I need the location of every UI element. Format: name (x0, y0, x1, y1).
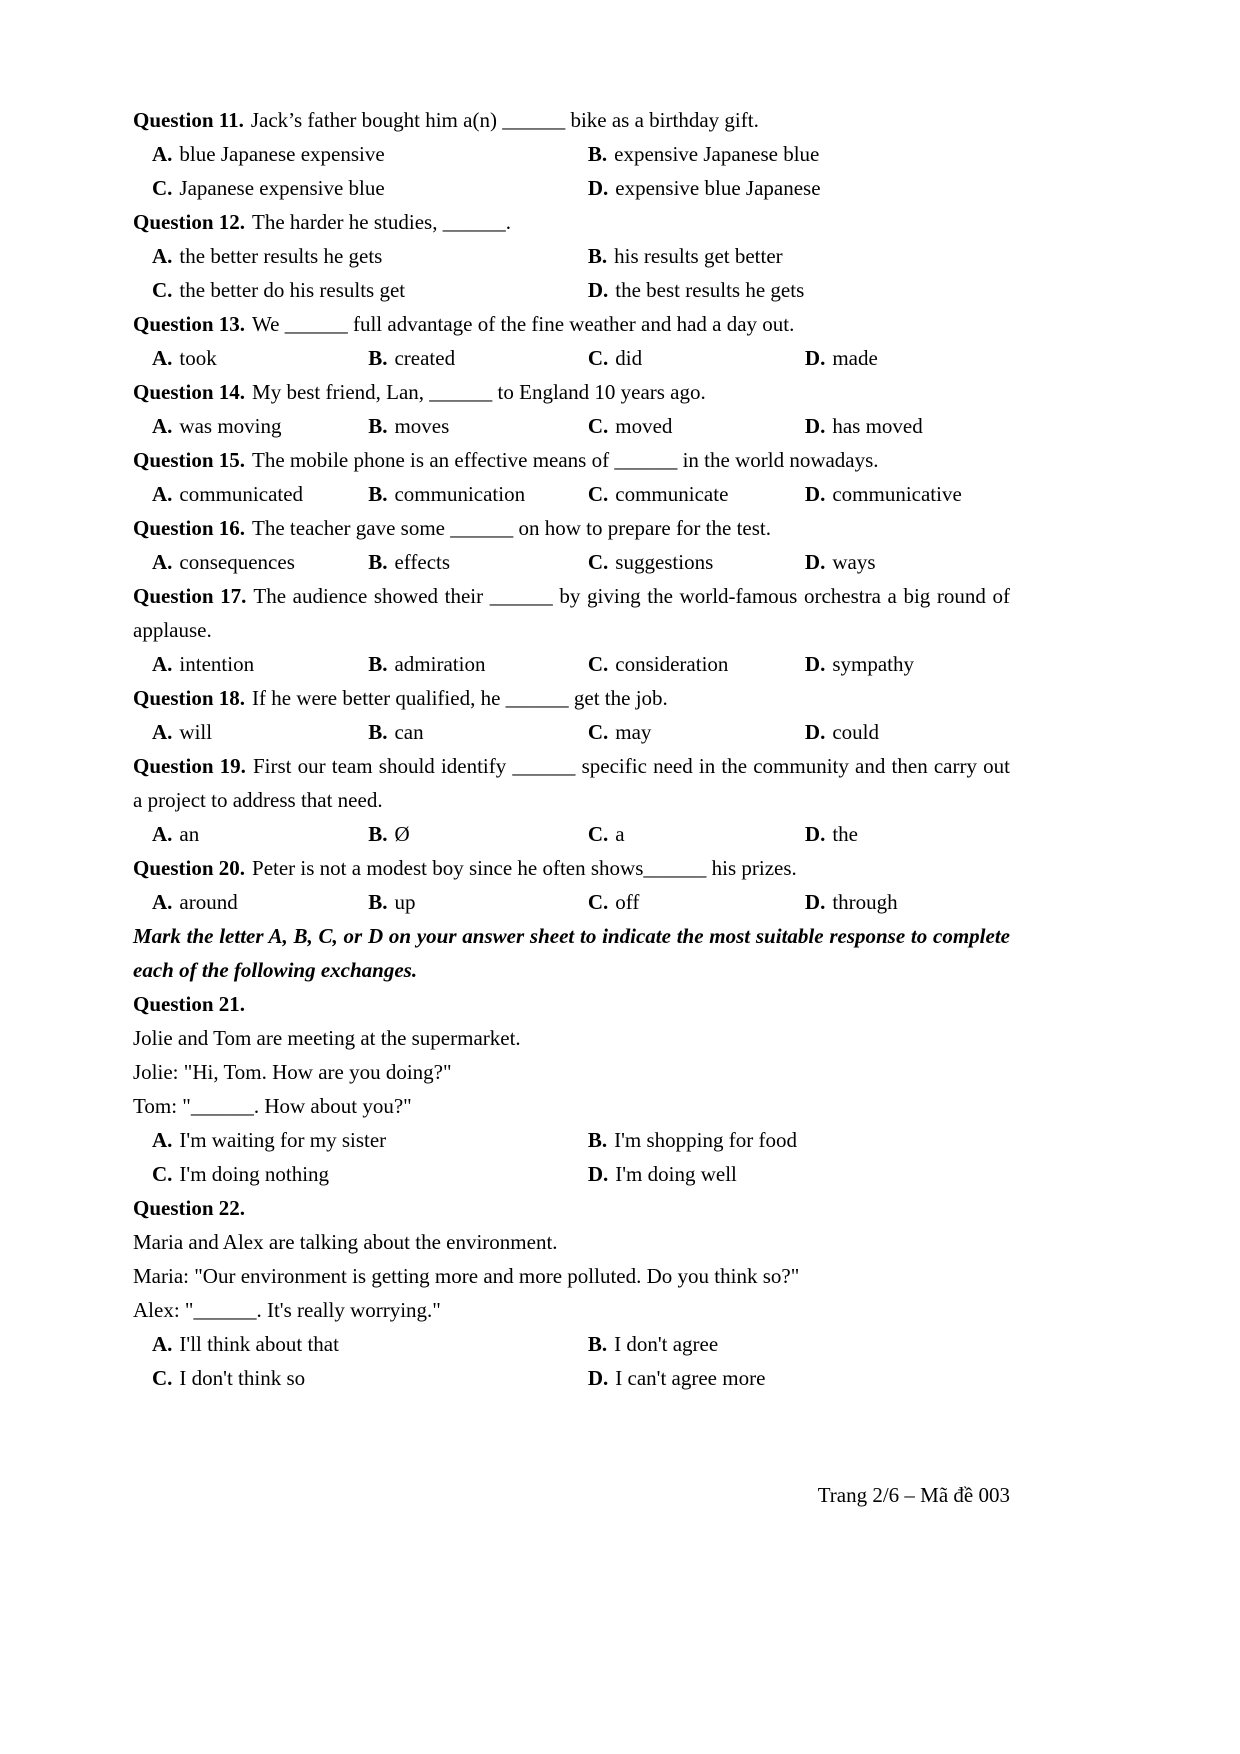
option-letter: B. (587, 1332, 608, 1356)
question-12-label: Question 12. (133, 210, 246, 234)
question-16-option-d (805, 545, 1010, 579)
option-text: I'm doing nothing (179, 1162, 330, 1186)
question-16-text: The teacher gave some ______ on how to prepare for the test. (252, 516, 771, 540)
option-letter: B. (368, 414, 388, 438)
option-letter: D. (587, 176, 609, 200)
question-12-options (133, 239, 1010, 307)
option-letter: B. (368, 890, 388, 914)
question-15-option-b (368, 477, 588, 511)
option-text: the (832, 822, 858, 846)
option-letter: C. (587, 550, 609, 574)
question-17-option-b (368, 647, 588, 681)
question-15-option-c (588, 477, 805, 511)
option-letter: B. (368, 652, 388, 676)
question-18-option-d (805, 715, 1010, 749)
question-11-options (133, 137, 1010, 205)
option-text: I'm waiting for my sister (179, 1128, 387, 1152)
question-21-option-c (152, 1157, 588, 1191)
option-letter: C. (587, 822, 609, 846)
question-22-option-a (152, 1327, 588, 1361)
question-13-option-b (368, 341, 588, 375)
option-letter: C. (587, 414, 609, 438)
question-16 (133, 511, 1010, 579)
option-text: off (615, 890, 640, 914)
option-letter: A. (152, 346, 173, 370)
question-15-options (133, 477, 1010, 511)
question-20-option-a (152, 885, 368, 919)
option-text: I don't agree (614, 1332, 719, 1356)
question-13-stem (133, 307, 1010, 341)
question-22-context-line-1: Maria and Alex are talking about the environment. (133, 1230, 558, 1254)
question-16-stem (133, 511, 1010, 545)
question-17-text: The audience showed their ______ by giving the world-famous orchestra a big round of applause. (133, 584, 1011, 642)
option-text: suggestions (615, 550, 714, 574)
question-13-label: Question 13. (133, 312, 246, 336)
option-text: his results get better (614, 244, 783, 268)
question-11 (133, 103, 1010, 205)
option-letter: C. (587, 720, 609, 744)
option-letter: D. (804, 414, 826, 438)
question-11-stem (133, 103, 1010, 137)
question-20-text: Peter is not a modest boy since he often shows______ his prizes. (252, 856, 797, 880)
page-footer: Trang 2/6 – Mã đề 003 (817, 1483, 1010, 1507)
question-14-options (133, 409, 1010, 443)
question-22-heading (133, 1191, 1010, 1225)
option-letter: B. (368, 822, 388, 846)
question-21-label: Question 21. (133, 992, 246, 1016)
question-15-label: Question 15. (133, 448, 246, 472)
option-text: the better do his results get (179, 278, 406, 302)
question-13-option-c (588, 341, 805, 375)
question-11-option-c (152, 171, 588, 205)
option-text: was moving (179, 414, 282, 438)
option-letter: C. (587, 482, 609, 506)
question-16-option-a (152, 545, 368, 579)
question-14-option-a (152, 409, 368, 443)
option-letter: D. (804, 482, 826, 506)
question-19-option-d (805, 817, 1010, 851)
question-20-stem (133, 851, 1010, 885)
question-13-option-a (152, 341, 368, 375)
option-text: Ø (394, 822, 410, 846)
question-13-options (133, 341, 1010, 375)
question-17-label: Question 17. (133, 584, 247, 608)
question-22-label: Question 22. (133, 1196, 246, 1220)
question-21-heading (133, 987, 1010, 1021)
option-text: consequences (179, 550, 295, 574)
question-22-context-line-2: Maria: "Our environment is getting more and more polluted. Do you think so?" (133, 1264, 800, 1288)
question-19-text: First our team should identify ______ specific need in the community and then carry out a project to address that need. (133, 754, 1010, 812)
question-22 (133, 1191, 1010, 1395)
option-letter: A. (152, 414, 173, 438)
question-17-option-c (588, 647, 805, 681)
question-14-stem (133, 375, 1010, 409)
option-letter: D. (804, 720, 826, 744)
question-15-option-d (805, 477, 1010, 511)
option-letter: B. (368, 346, 388, 370)
question-12-option-b (588, 239, 1010, 273)
question-14-label: Question 14. (133, 380, 246, 404)
question-21-options (133, 1123, 1010, 1191)
question-11-option-d (588, 171, 1010, 205)
option-text: admiration (394, 652, 486, 676)
option-text: moves (394, 414, 450, 438)
option-letter: A. (152, 482, 173, 506)
question-14 (133, 375, 1010, 443)
question-19-stem (133, 749, 1010, 817)
question-14-text: My best friend, Lan, ______ to England 10 years ago. (252, 380, 706, 404)
question-17-stem (133, 579, 1010, 647)
option-letter: C. (587, 652, 609, 676)
option-text: can (394, 720, 424, 744)
option-text: I don't think so (179, 1366, 306, 1390)
question-18-stem (133, 681, 1010, 715)
option-letter: D. (804, 890, 826, 914)
question-12 (133, 205, 1010, 307)
option-text: may (615, 720, 652, 744)
option-text: took (179, 346, 217, 370)
option-text: communication (394, 482, 526, 506)
option-letter: D. (804, 346, 826, 370)
question-13 (133, 307, 1010, 375)
option-letter: A. (152, 142, 173, 166)
option-letter: D. (587, 278, 609, 302)
option-letter: A. (152, 890, 173, 914)
question-12-option-c (152, 273, 588, 307)
question-20-label: Question 20. (133, 856, 246, 880)
question-11-option-b (588, 137, 1010, 171)
option-letter: B. (587, 1128, 608, 1152)
option-letter: C. (152, 1162, 173, 1186)
option-text: intention (179, 652, 255, 676)
question-18 (133, 681, 1010, 749)
question-11-label: Question 11. (133, 108, 244, 132)
question-14-option-b (368, 409, 588, 443)
question-20-options (133, 885, 1010, 919)
section-instruction: Mark the letter A, B, C, or D on your answer sheet to indicate the most suitable response to complete each of the following exchanges. (133, 924, 1010, 982)
option-text: could (832, 720, 879, 744)
option-text: blue Japanese expensive (179, 142, 385, 166)
question-22-option-c (152, 1361, 588, 1395)
question-20-option-d (805, 885, 1010, 919)
option-text: ways (832, 550, 876, 574)
option-text: has moved (832, 414, 923, 438)
question-19-option-c (588, 817, 805, 851)
option-text: I'm doing well (615, 1162, 737, 1186)
option-letter: C. (587, 890, 609, 914)
option-text: will (179, 720, 213, 744)
question-14-option-c (588, 409, 805, 443)
option-text: expensive Japanese blue (614, 142, 820, 166)
option-text: I can't agree more (615, 1366, 766, 1390)
question-21 (133, 987, 1010, 1191)
question-19-option-b (368, 817, 588, 851)
question-18-option-a (152, 715, 368, 749)
option-text: moved (615, 414, 673, 438)
question-21-context-line-3: Tom: "______. How about you?" (133, 1094, 412, 1118)
question-16-option-c (588, 545, 805, 579)
question-14-option-d (805, 409, 1010, 443)
question-18-label: Question 18. (133, 686, 246, 710)
question-15-option-a (152, 477, 368, 511)
option-letter: A. (152, 244, 173, 268)
question-11-text: Jack’s father bought him a(n) ______ bike as a birthday gift. (250, 108, 759, 132)
option-text: sympathy (832, 652, 914, 676)
question-17-options (133, 647, 1010, 681)
option-letter: D. (587, 1366, 609, 1390)
question-21-context-line-2: Jolie: "Hi, Tom. How are you doing?" (133, 1060, 452, 1084)
question-19-label: Question 19. (133, 754, 246, 778)
question-17 (133, 579, 1010, 681)
question-15 (133, 443, 1010, 511)
option-text: I'm shopping for food (614, 1128, 797, 1152)
option-letter: A. (152, 720, 173, 744)
question-18-option-b (368, 715, 588, 749)
option-text: effects (394, 550, 451, 574)
question-13-text: We ______ full advantage of the fine weather and had a day out. (252, 312, 795, 336)
question-17-option-d (805, 647, 1010, 681)
option-text: did (615, 346, 643, 370)
option-letter: A. (152, 1128, 173, 1152)
question-12-option-d (588, 273, 1010, 307)
question-18-text: If he were better qualified, he ______ get the job. (252, 686, 668, 710)
option-letter: B. (587, 244, 608, 268)
option-text: communicated (179, 482, 304, 506)
question-21-option-d (588, 1157, 1010, 1191)
option-text: I'll think about that (179, 1332, 339, 1356)
question-12-stem (133, 205, 1010, 239)
question-20-option-c (588, 885, 805, 919)
question-16-option-b (368, 545, 588, 579)
option-text: the best results he gets (615, 278, 805, 302)
option-letter: C. (587, 346, 609, 370)
question-17-option-a (152, 647, 368, 681)
option-letter: D. (804, 550, 826, 574)
option-letter: D. (804, 652, 826, 676)
option-letter: D. (587, 1162, 609, 1186)
question-22-context-line-3: Alex: "______. It's really worrying." (133, 1298, 441, 1322)
option-text: consideration (615, 652, 729, 676)
option-letter: B. (368, 482, 388, 506)
question-16-label: Question 16. (133, 516, 246, 540)
question-18-option-c (588, 715, 805, 749)
question-18-options (133, 715, 1010, 749)
option-text: communicate (615, 482, 729, 506)
question-13-option-d (805, 341, 1010, 375)
option-text: a (615, 822, 625, 846)
question-12-option-a (152, 239, 588, 273)
option-letter: A. (152, 652, 173, 676)
option-text: through (832, 890, 898, 914)
question-21-context-line-1: Jolie and Tom are meeting at the supermarket. (133, 1026, 521, 1050)
question-22-option-b (588, 1327, 1010, 1361)
question-22-options (133, 1327, 1010, 1395)
option-letter: C. (152, 176, 173, 200)
question-20-option-b (368, 885, 588, 919)
question-21-option-a (152, 1123, 588, 1157)
question-12-text: The harder he studies, ______. (252, 210, 511, 234)
option-letter: A. (152, 550, 173, 574)
option-text: communicative (832, 482, 962, 506)
question-16-options (133, 545, 1010, 579)
option-letter: D. (804, 822, 826, 846)
option-text: around (179, 890, 238, 914)
option-text: made (832, 346, 878, 370)
option-text: expensive blue Japanese (615, 176, 821, 200)
option-text: an (179, 822, 200, 846)
option-letter: C. (152, 1366, 173, 1390)
question-15-text: The mobile phone is an effective means of ______ in the world nowadays. (252, 448, 879, 472)
option-letter: A. (152, 1332, 173, 1356)
question-19-options (133, 817, 1010, 851)
question-22-option-d (588, 1361, 1010, 1395)
question-20 (133, 851, 1010, 919)
option-letter: B. (368, 720, 388, 744)
option-letter: C. (152, 278, 173, 302)
option-text: the better results he gets (179, 244, 383, 268)
question-19-option-a (152, 817, 368, 851)
option-letter: A. (152, 822, 173, 846)
option-text: Japanese expensive blue (179, 176, 385, 200)
question-19 (133, 749, 1010, 851)
option-letter: B. (587, 142, 608, 166)
option-text: up (394, 890, 416, 914)
question-11-option-a (152, 137, 588, 171)
question-15-stem (133, 443, 1010, 477)
option-letter: B. (368, 550, 388, 574)
option-text: created (394, 346, 456, 370)
question-21-option-b (588, 1123, 1010, 1157)
